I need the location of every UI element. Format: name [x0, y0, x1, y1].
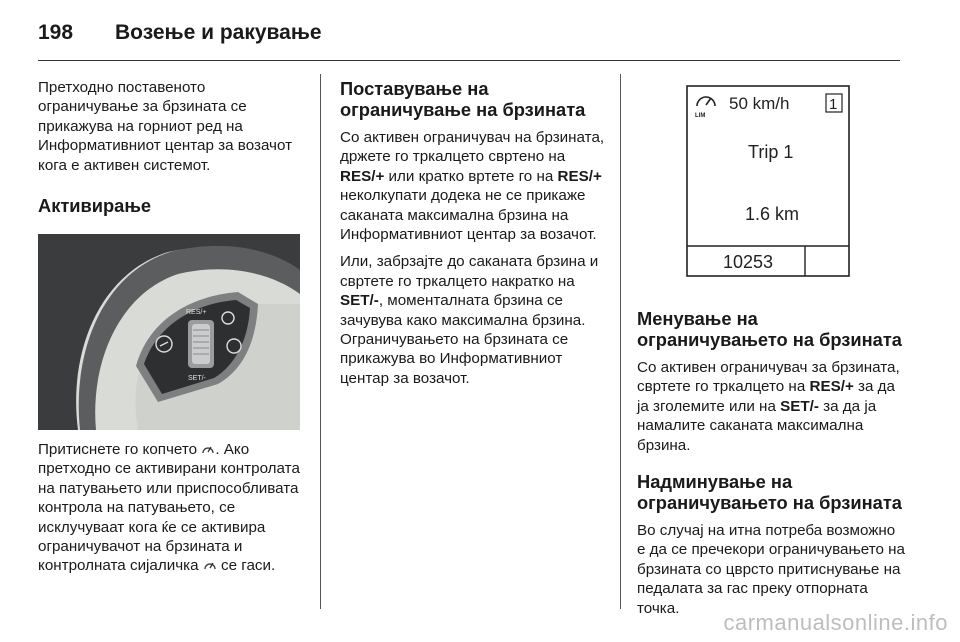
- column-divider: [320, 74, 321, 609]
- gear-indicator: 1: [829, 96, 838, 113]
- setting-paragraph-2: [340, 252, 610, 388]
- watermark: carmanualsonline.info: [723, 610, 948, 635]
- trip-label: Trip 1: [748, 142, 794, 162]
- wheel-label-set: SET/-: [188, 375, 206, 383]
- section-heading-changing: Менување на ограничувањето на брзината: [637, 308, 902, 350]
- section-heading-activation: Активирање: [38, 195, 152, 217]
- activation-text: се гаси.: [216, 557, 276, 575]
- header-rule: [38, 60, 900, 61]
- column-1: [38, 78, 308, 584]
- activation-text: Притиснете го копчето: [38, 441, 198, 459]
- key-set-label: SET/-: [780, 397, 819, 415]
- activation-text: . Ако претходно се активирани контролата на патувањето или приспособливата контрола на патувањето, се исклучуваат кога ќе се активира ограничувачот на брзината и контролната сијаличка: [38, 441, 300, 575]
- section-heading-setting: Поставување на ограничување на брзината: [340, 78, 586, 120]
- steering-wheel-illustration: [38, 234, 300, 430]
- exceeding-paragraph: Во случај на итна потреба возможно е да се пречекори ограничувањето на брзината со цврсто притиснување на педалата за гас преку отпорната точка.: [637, 522, 906, 617]
- lim-label: LIM: [695, 113, 706, 119]
- activation-paragraph: [38, 440, 308, 576]
- speed-limiter-lamp-icon: [203, 559, 217, 571]
- page-number: 198: [38, 21, 74, 44]
- changing-text: Со активен ограничувач за брзината, свртете го тркалцето на: [637, 359, 900, 396]
- setting-text: , моменталната брзина се зачувува како максимална брзина. Ограничувањето на брзината се прикажува во Информативниот центар за возачот.: [340, 292, 586, 387]
- changing-text: за да ја намалите саканата максимална брзина.: [637, 397, 877, 454]
- column-2: [340, 78, 610, 396]
- driver-info-display: [637, 84, 899, 280]
- changing-text: за да ја зголемите или на: [637, 378, 895, 415]
- key-res-label: RES/+: [809, 378, 854, 396]
- page-title: Возење и ракување: [115, 21, 322, 44]
- odometer-value: 10253: [723, 252, 774, 272]
- column-divider: [620, 74, 621, 609]
- setting-text: Или, забрзајте до саканата брзина и свртете го тркалцето накратко на: [340, 253, 599, 290]
- driver-info-display-image: [637, 84, 899, 280]
- page-header: [38, 18, 322, 48]
- setting-text: Со активен ограничувач на брзината, држете го тркалцето свртено на: [340, 129, 605, 166]
- key-res-label: RES/+: [340, 167, 385, 185]
- changing-paragraph: [637, 358, 905, 455]
- trip-value: 1.6 km: [745, 204, 800, 224]
- key-res-label: RES/+: [557, 167, 602, 185]
- wheel-label-res: RES/+: [186, 309, 207, 317]
- setting-text: или кратко вртете го на: [384, 167, 558, 185]
- limit-speed-value: 50 km/h: [729, 94, 790, 113]
- key-set-label: SET/-: [340, 292, 379, 310]
- steering-wheel-image: [38, 234, 300, 430]
- column-3: [637, 84, 905, 626]
- intro-paragraph: Претходно поставеното ограничување за брзината се прикажува на горниот ред на Информативниот центар за возачот кога е активен системот.: [38, 79, 293, 174]
- section-heading-exceeding: Надминување на ограничувањето на брзината: [637, 471, 902, 514]
- setting-paragraph-1: [340, 128, 610, 244]
- speed-limiter-button-icon: [201, 443, 215, 455]
- setting-text: неколкупати додека не се прикаже саканата максимална брзина на Информативниот центар за возачот.: [340, 187, 597, 244]
